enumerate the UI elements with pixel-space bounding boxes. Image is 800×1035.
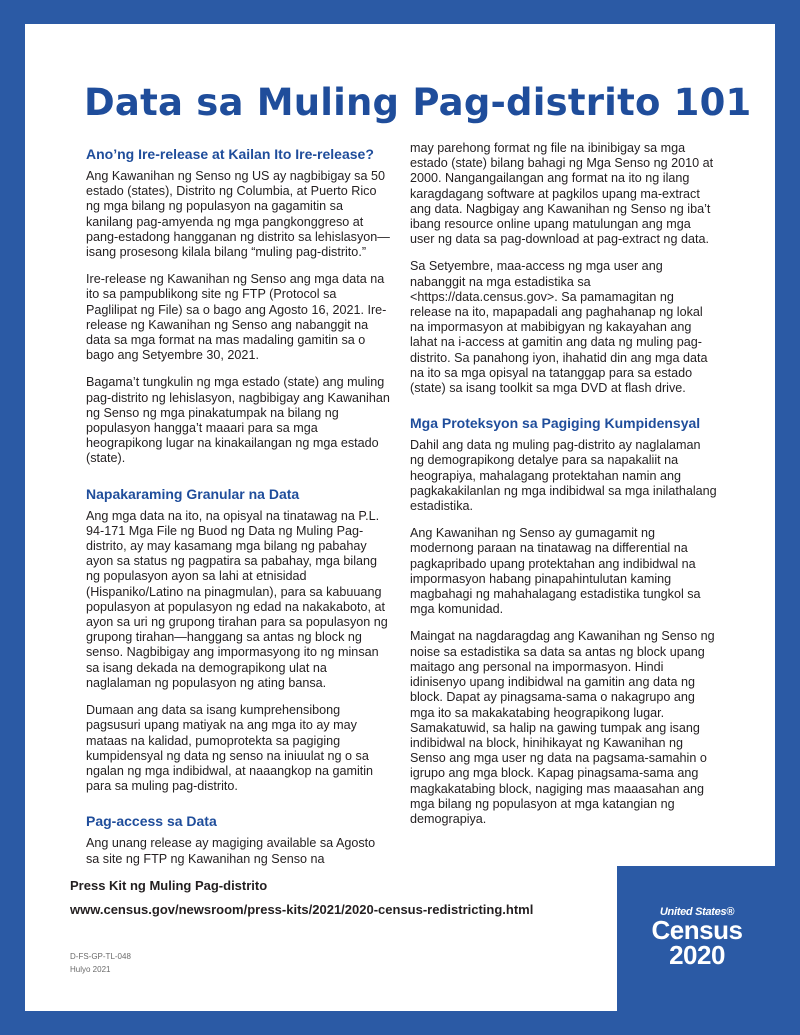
section-heading-data-access: Pag-access sa Data (86, 813, 217, 830)
page-title: Data sa Muling Pag-distrito 101 (84, 81, 752, 124)
right-column (410, 141, 718, 839)
paragraph: Ang Kawanihan ng Senso ay gumagamit ng modernong paraan na tinatawag na differential na pagkapribado upang protektahan ang indibidwal na impormasyon habang pinapahintulutan kaming magbahagi ng mahahalagang estadistika tungkol sa mga komunidad. (410, 526, 701, 617)
paragraph: Ire-release ng Kawanihan ng Senso ang mga data na ito sa pampublikong site ng FTP (Protocol sa Paglilipat ng File) sa o bago ang Agosto 16, 2021. Ire-release ng Kawanihan ng Senso ang nabanggit na data sa mga format na mas madaling gamitin sa o bago ang Setyembre 30, 2021. (86, 272, 387, 363)
paragraph: Ang Kawanihan ng Senso ng US ay nagbibigay sa 50 estado (states), Distrito ng Columbia, at Puerto Rico ng mga bilang ng populasyon na gagamitin sa kanilang pag-amyenda ng mga pangkonggreso at pang-estadong hangganan ng distrito sa lehislasyon—isang prosesong kilala bilang “muling pag-distrito.” (86, 169, 390, 260)
logo-year: 2020 (669, 940, 725, 970)
paragraph: Maingat na nagdaragdag ang Kawanihan ng Senso ng noise sa estadistika sa data sa antas ng block upang maitago ang personal na impormasyon. Hindi idinisenyo upang indibidwal na gamitin ang data ng block. Dapat ay pinagsama-sama o nakagrupo ang mga ito sa makakatabing heograpikong lugar. Samakatuwid, sa halip na gawing tumpak ang isang indibidwal na block, hinihikayat ng Kawanihan ng Senso ang mga user ng data na pagsama-samahin o igrupo ang mga block. Kapag pinagsama-sama ang magkakatabing block, nagiging mas maaasahan ang mga bilang ng populasyon at mga katangian ng demograpiya. (410, 629, 715, 826)
logo-united-states: United States® (659, 906, 735, 918)
paragraph: Ang mga data na ito, na opisyal na tinatawag na P.L. 94-171 Mga File ng Buod ng Data ng Muling Pag-distrito, ay may kasamang mga bilang ng pabahay ayon sa status ng pagpatira sa pabahay, mga bilang ng populasyon ayon sa lahi at etnisidad (Hispaniko/Latino na pinagmulan), para sa kabuuang populasyon at populasyon ng edad na nakakaboto, at ayon sa uri ng grupong tirahan para sa populasyon ng grupong tirahan—hanggang sa antas ng block ng senso. Nagbibigay ang impormasyong ito ng minsan sa isang dekada na demograpikong ulat na naglalaman ng populasyon ng ating bansa. (86, 508, 388, 690)
census-2020-logo (647, 906, 747, 968)
left-column (86, 145, 390, 879)
paragraph: Dumaan ang data sa isang kumprehensibong pagsusuri upang matiyak na ang mga ito ay may mataas na kalidad, pumoprotekta sa pagiging kumpidensyal ng data ng senso na iniuulat ng o sa ngalan ng mga indibidwal, at naaangkop na gamitin para sa muling pag-distrito. (86, 703, 374, 794)
document-id: D-FS-GP-TL-048 (70, 952, 131, 961)
paragraph: may parehong format ng file na ibinibigay sa mga estado (state) bilang bahagi ng Mga Senso ng 2010 at 2000. Nangangailangan ang format na ito ng ilang karagdagang software at pagkilos upang ma-extract ang data. Nagbigay ang Kawanihan ng Senso ng iba’t ibang resource online upang matulungan ang mga user ng data sa pag-download at pag-extract ng data. (410, 141, 714, 247)
publication-date: Hulyo 2021 (70, 965, 111, 974)
press-kit-label: Press Kit ng Muling Pag-distrito (70, 878, 268, 893)
paragraph: Dahil ang data ng muling pag-distrito ay naglalaman ng demograpikong detalye para sa napakaliit na heograpiya, mahalagang protektahan namin ang pagkakakilanlan ng mga indibidwal sa mga inilathalang estadistika. (410, 438, 717, 514)
census-logo-panel (617, 866, 775, 1011)
paragraph: Bagama’t tungkulin ng mga estado (state) ang muling pag-distrito ng lehislasyon, nagbibigay ang Kawanihan ng Senso ng mga pinakatumpak na bilang ng populasyon hangga’t maaari para sa mga heograpikong lugar na kinakailangan ng mga estado (state). (86, 375, 390, 466)
paragraph: Sa Setyembre, maa-access ng mga user ang nabanggit na mga estadistika sa <https://data.census.gov>. Sa pamamagitan ng release na ito, mapapadali ang paghahanap ng lokal na impormasyon at mabibigyan ng kakayahan ang lahat na i-access at gamitin ang data ng muling pag-distrito. Sa panahong iyon, ihahatid din ang mga data na ito sa mga opisyal na tatanggap para sa estado (state) sa isang toolkit sa mga DVD at flash drive. (410, 259, 708, 396)
section-heading-release: Ano’ng Ire-release at Kailan Ito Ire-release? (86, 146, 374, 162)
section-heading-confidentiality: Mga Proteksyon sa Pagiging Kumpidensyal (410, 415, 701, 432)
press-kit-link[interactable]: www.census.gov/newsroom/press-kits/2021/2020-census-redistricting.html (70, 902, 534, 917)
paragraph: Ang unang release ay magiging available sa Agosto sa site ng FTP ng Kawanihan ng Senso na (86, 836, 376, 866)
logo-census: Census (651, 915, 743, 945)
section-heading-granular-data: Napakaraming Granular na Data (86, 485, 300, 502)
